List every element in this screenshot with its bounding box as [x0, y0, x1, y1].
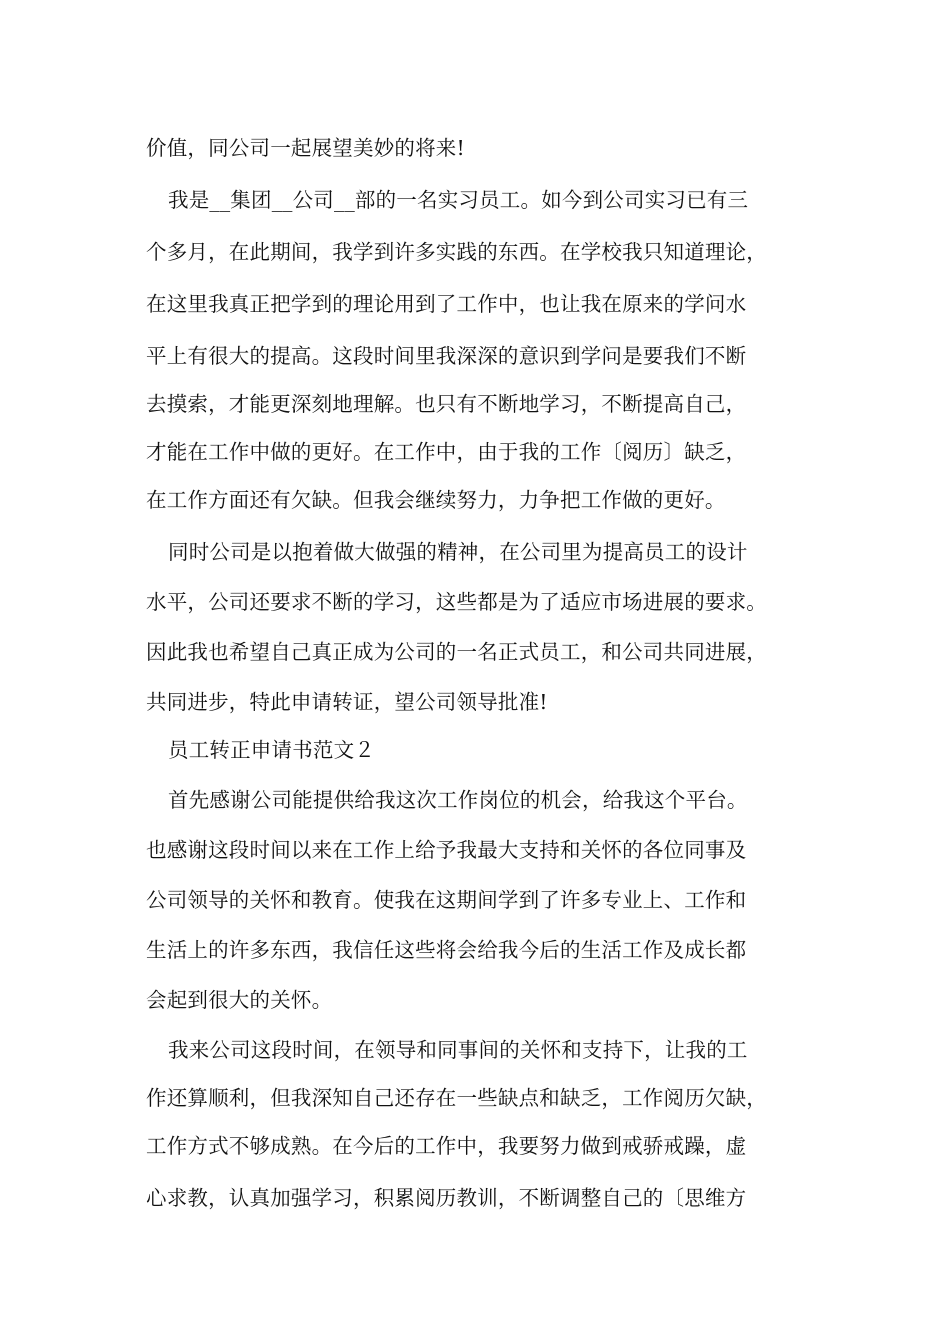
text-line: 平上有很大的提高。这段时间里我深深的意识到学问是要我们不断	[146, 344, 747, 368]
text-line: 个多月，在此期间，我学到许多实践的东西。在学校我只知道理论，	[146, 240, 767, 264]
text-line: 生活上的许多东西，我信任这些将会给我今后的生活工作及成长都	[146, 938, 747, 962]
paragraph-start-line: 我是__集团__公司__部的一名实习员工。如今到公司实习已有三	[168, 188, 749, 212]
text-line: 也感谢这段时间以来在工作上给予我最大支持和关怀的各位同事及	[146, 838, 747, 862]
section-heading: 员工转正申请书范文２	[168, 738, 375, 762]
text-line: 会起到很大的关怀。	[146, 988, 333, 1012]
text-line: 作还算顺利，但我深知自己还存在一些缺点和缺乏，工作阅历欠缺，	[146, 1086, 767, 1110]
paragraph-start-line: 我来公司这段时间，在领导和同事间的关怀和支持下，让我的工	[168, 1038, 748, 1062]
text-line: 价值，同公司一起展望美妙的将来!	[146, 136, 465, 160]
text-line: 工作方式不够成熟。在今后的工作中，我要努力做到戒骄戒躁，虚	[146, 1134, 747, 1158]
text-line: 共同进步，特此申请转证，望公司领导批准!	[146, 690, 548, 714]
text-line: 公司领导的关怀和教育。使我在这期间学到了许多专业上、工作和	[146, 888, 747, 912]
paragraph-start-line: 首先感谢公司能提供给我这次工作岗位的机会，给我这个平台。	[168, 788, 748, 812]
text-line: 水平，公司还要求不断的学习，这些都是为了适应市场进展的要求。	[146, 590, 767, 614]
text-line: 在工作方面还有欠缺。但我会继续努力，力争把工作做的更好。	[146, 488, 726, 512]
text-line: 因此我也希望自己真正成为公司的一名正式员工，和公司共同进展，	[146, 640, 767, 664]
paragraph-start-line: 同时公司是以抱着做大做强的精神，在公司里为提高员工的设计	[168, 540, 748, 564]
text-line: 才能在工作中做的更好。在工作中，由于我的工作〔阅历〕缺乏，	[146, 440, 747, 464]
text-line: 心求教，认真加强学习，积累阅历教训，不断调整自己的〔思维方	[146, 1186, 747, 1210]
text-line: 去摸索，才能更深刻地理解。也只有不断地学习，不断提高自己，	[146, 392, 747, 416]
text-line: 在这里我真正把学到的理论用到了工作中，也让我在原来的学问水	[146, 292, 747, 316]
